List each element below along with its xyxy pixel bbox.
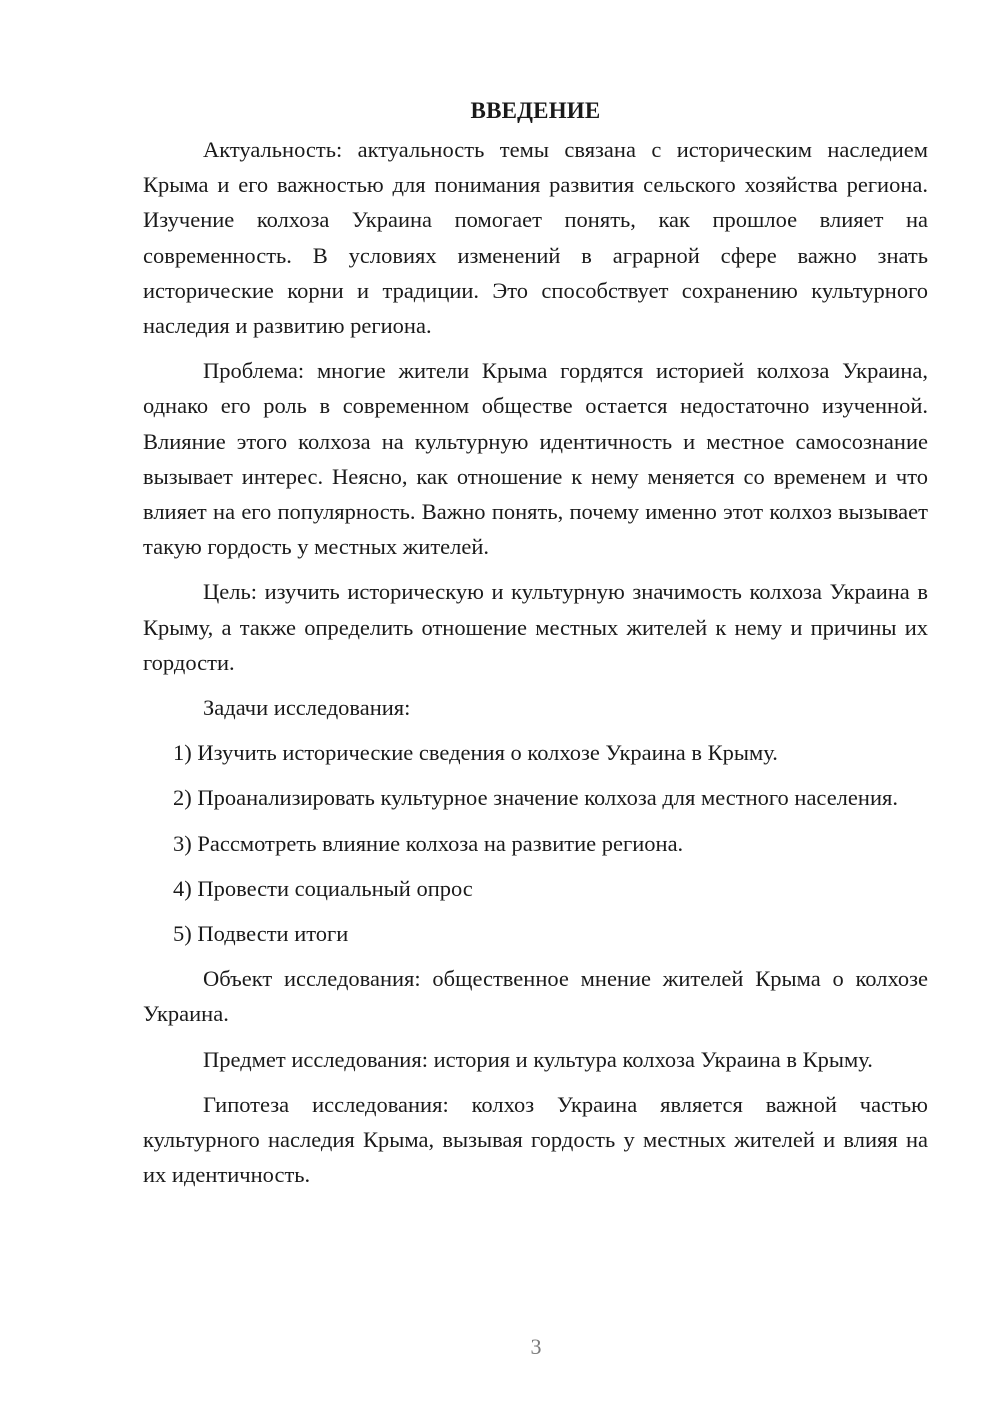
task-item: 3) Рассмотреть влияние колхоза на развитие региона. [173,830,684,856]
hypothesis-paragraph: Гипотеза исследования: колхоз Украина является важной частью культурного наследия Крыма, вызывая гордость у местных жителей и влияя на их идентичность. [143,1091,928,1188]
task-item: 2) Проанализировать культурное значение колхоза для местного населения. [173,785,898,811]
page-number: 3 [530,1334,542,1359]
section-heading: ВВЕДЕНИЕ [470,98,601,123]
relevance-paragraph: Актуальность: актуальность темы связана с историческим наследием Крыма и его важностью для понимания развития сельского хозяйства региона. Изучение колхоза Украина помогает понять, как прошлое влияет на современность. В условиях изменений в аграрной сфере важно знать исторические корни и традиции. Это способствует сохранению культурного наследия и развитию региона. [143,137,928,339]
task-item: 1) Изучить исторические сведения о колхозе Украина в Крыму. [173,740,778,766]
goal-paragraph: Цель: изучить историческую и культурную значимость колхоза Украина в Крыму, а также определить отношение местных жителей к нему и причины их гордости. [143,579,928,675]
problem-paragraph: Проблема: многие жители Крыма гордятся историей колхоза Украина, однако его роль в современном обществе остается недостаточно изученной. Влияние этого колхоза на культурную идентичность и местное самосознание вызывает интерес. Неясно, как отношение к нему меняется со временем и что влияет на его популярность. Важно понять, почему именно этот колхоз вызывает такую гордость у местных жителей. [143,358,928,560]
page-content [143,96,928,1202]
object-paragraph: Объект исследования: общественное мнение жителей Крыма о колхозе Украина. [143,966,928,1027]
task-item: 5) Подвести итоги [173,921,349,947]
subject-paragraph: Предмет исследования: история и культура колхоза Украина в Крыму. [203,1046,873,1072]
tasks-list [143,735,928,951]
tasks-title: Задачи исследования: [203,695,411,721]
task-item: 4) Провести социальный опрос [173,875,473,901]
